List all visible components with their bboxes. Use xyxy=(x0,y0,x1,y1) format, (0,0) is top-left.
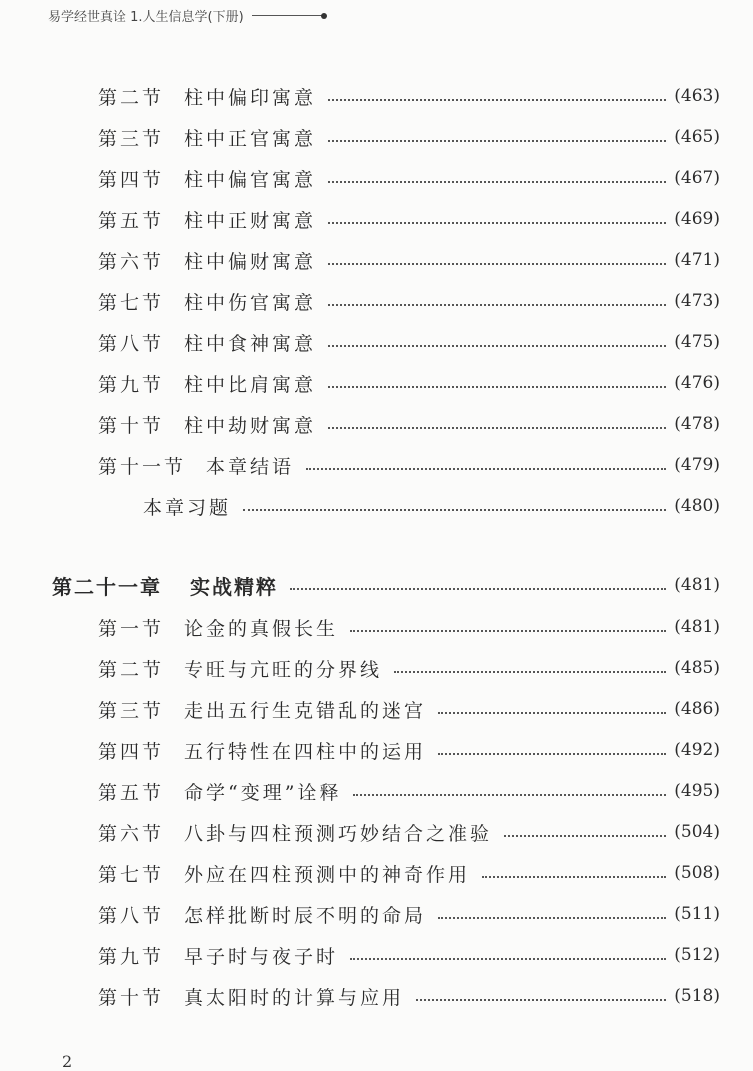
section-label: 第八节 xyxy=(98,332,165,355)
page-number: 2 xyxy=(62,1052,73,1071)
leader-dots xyxy=(328,222,666,224)
leader-dots xyxy=(290,588,666,590)
leader-dots xyxy=(350,630,666,632)
leader-dots xyxy=(353,794,666,796)
section-label: 第四节 xyxy=(98,168,165,191)
leader-dots xyxy=(328,427,666,429)
section-title: 五行特性在四柱中的运用 xyxy=(184,740,427,763)
section-title: 柱中正财寓意 xyxy=(184,209,317,232)
chapter-title: 实战精粹 xyxy=(190,574,278,599)
leader-dots xyxy=(350,958,666,960)
page-ref: (481) xyxy=(674,617,720,637)
section-label: 第二节 xyxy=(98,86,165,109)
section-label: 第四节 xyxy=(98,740,165,763)
leader-dots xyxy=(438,753,666,755)
toc-entry[interactable] xyxy=(98,735,720,765)
page-ref: (486) xyxy=(674,699,720,719)
toc-entry[interactable] xyxy=(98,899,720,929)
page-ref: (476) xyxy=(674,373,720,393)
toc-entry[interactable] xyxy=(98,368,720,398)
leader-dots xyxy=(328,99,666,101)
section-label: 第五节 xyxy=(98,781,165,804)
section-label: 第八节 xyxy=(98,904,165,927)
page-ref: (463) xyxy=(674,86,720,106)
toc-entry[interactable] xyxy=(98,204,720,234)
section-label: 第三节 xyxy=(98,127,165,150)
toc-entry[interactable] xyxy=(98,245,720,275)
leader-dots xyxy=(416,999,666,1001)
section-title: 真太阳时的计算与应用 xyxy=(184,986,405,1009)
section-label: 第二节 xyxy=(98,658,165,681)
section-title: 怎样批断时辰不明的命局 xyxy=(184,904,427,927)
section-label: 第七节 xyxy=(98,863,165,886)
toc-entry[interactable] xyxy=(98,612,720,642)
section-label: 第七节 xyxy=(98,291,165,314)
toc-entry[interactable] xyxy=(98,858,720,888)
section-title: 柱中比肩寓意 xyxy=(184,373,317,396)
page-ref: (473) xyxy=(674,291,720,311)
page-ref: (467) xyxy=(674,168,720,188)
toc-entry[interactable] xyxy=(98,776,720,806)
section-title: 八卦与四柱预测巧妙结合之准验 xyxy=(184,822,493,845)
toc-entry[interactable] xyxy=(98,694,720,724)
leader-dots xyxy=(328,304,666,306)
section-title: 柱中食神寓意 xyxy=(184,332,317,355)
page-ref: (478) xyxy=(674,414,720,434)
page-ref: (512) xyxy=(674,945,720,965)
toc-entry[interactable] xyxy=(98,163,720,193)
page-ref: (480) xyxy=(674,496,720,516)
page-ref: (511) xyxy=(674,904,720,924)
section-label: 第五节 xyxy=(98,209,165,232)
section-label: 第十一节 xyxy=(98,455,187,478)
page-ref: (475) xyxy=(674,332,720,352)
section-label: 第十节 xyxy=(98,986,165,1009)
toc-entry[interactable] xyxy=(98,81,720,111)
toc-entry[interactable] xyxy=(98,327,720,357)
section-label: 第九节 xyxy=(98,373,165,396)
leader-dots xyxy=(328,386,666,388)
section-title: 柱中劫财寓意 xyxy=(184,414,317,437)
toc-entry[interactable] xyxy=(98,122,720,152)
section-label: 第六节 xyxy=(98,250,165,273)
page-ref: (465) xyxy=(674,127,720,147)
section-title: 本章习题 xyxy=(143,496,232,519)
leader-dots xyxy=(328,181,666,183)
toc-entry-exercises[interactable] xyxy=(143,491,720,521)
toc-entry[interactable] xyxy=(98,286,720,316)
section-title: 走出五行生克错乱的迷宫 xyxy=(184,699,427,722)
section-title: 柱中正官寓意 xyxy=(184,127,317,150)
toc-entry[interactable] xyxy=(98,940,720,970)
section-title: 本章结语 xyxy=(206,455,295,478)
page-ref: (518) xyxy=(674,986,720,1006)
leader-dots xyxy=(328,263,666,265)
header-bullet-icon xyxy=(321,13,327,19)
page-ref: (504) xyxy=(674,822,720,842)
toc-entry[interactable] xyxy=(98,409,720,439)
section-title: 柱中偏官寓意 xyxy=(184,168,317,191)
section-title: 命学“变理”诠释 xyxy=(184,781,342,804)
page-ref: (495) xyxy=(674,781,720,801)
leader-dots xyxy=(438,712,666,714)
leader-dots xyxy=(504,835,666,837)
leader-dots xyxy=(243,509,666,511)
toc-entry[interactable] xyxy=(98,450,720,480)
header-rule xyxy=(252,15,322,16)
page-ref: (479) xyxy=(674,455,720,475)
page-ref: (485) xyxy=(674,658,720,678)
leader-dots xyxy=(438,917,666,919)
page-ref: (469) xyxy=(674,209,720,229)
section-title: 外应在四柱预测中的神奇作用 xyxy=(184,863,471,886)
leader-dots xyxy=(394,671,666,673)
toc-entry[interactable] xyxy=(98,653,720,683)
running-header xyxy=(48,6,327,25)
leader-dots xyxy=(328,140,666,142)
section-title: 柱中偏财寓意 xyxy=(184,250,317,273)
section-label: 第九节 xyxy=(98,945,165,968)
section-label: 第三节 xyxy=(98,699,165,722)
page-ref: (508) xyxy=(674,863,720,883)
toc-entry[interactable] xyxy=(98,981,720,1011)
toc-chapter-entry[interactable] xyxy=(52,570,720,600)
section-title: 专旺与亢旺的分界线 xyxy=(184,658,383,681)
toc-entry[interactable] xyxy=(98,817,720,847)
leader-dots xyxy=(306,468,666,470)
chapter-label: 第二十一章 xyxy=(52,574,162,599)
section-title: 柱中伤官寓意 xyxy=(184,291,317,314)
section-label: 第六节 xyxy=(98,822,165,845)
page-ref: (481) xyxy=(674,575,720,595)
section-title: 柱中偏印寓意 xyxy=(184,86,317,109)
section-label: 第一节 xyxy=(98,617,165,640)
section-title: 论金的真假长生 xyxy=(184,617,339,640)
running-title: 易学经世真诠 1.人生信息学(下册) xyxy=(48,10,244,25)
section-title: 早子时与夜子时 xyxy=(184,945,339,968)
section-label: 第十节 xyxy=(98,414,165,437)
leader-dots xyxy=(482,876,666,878)
page-ref: (471) xyxy=(674,250,720,270)
leader-dots xyxy=(328,345,666,347)
page-ref: (492) xyxy=(674,740,720,760)
